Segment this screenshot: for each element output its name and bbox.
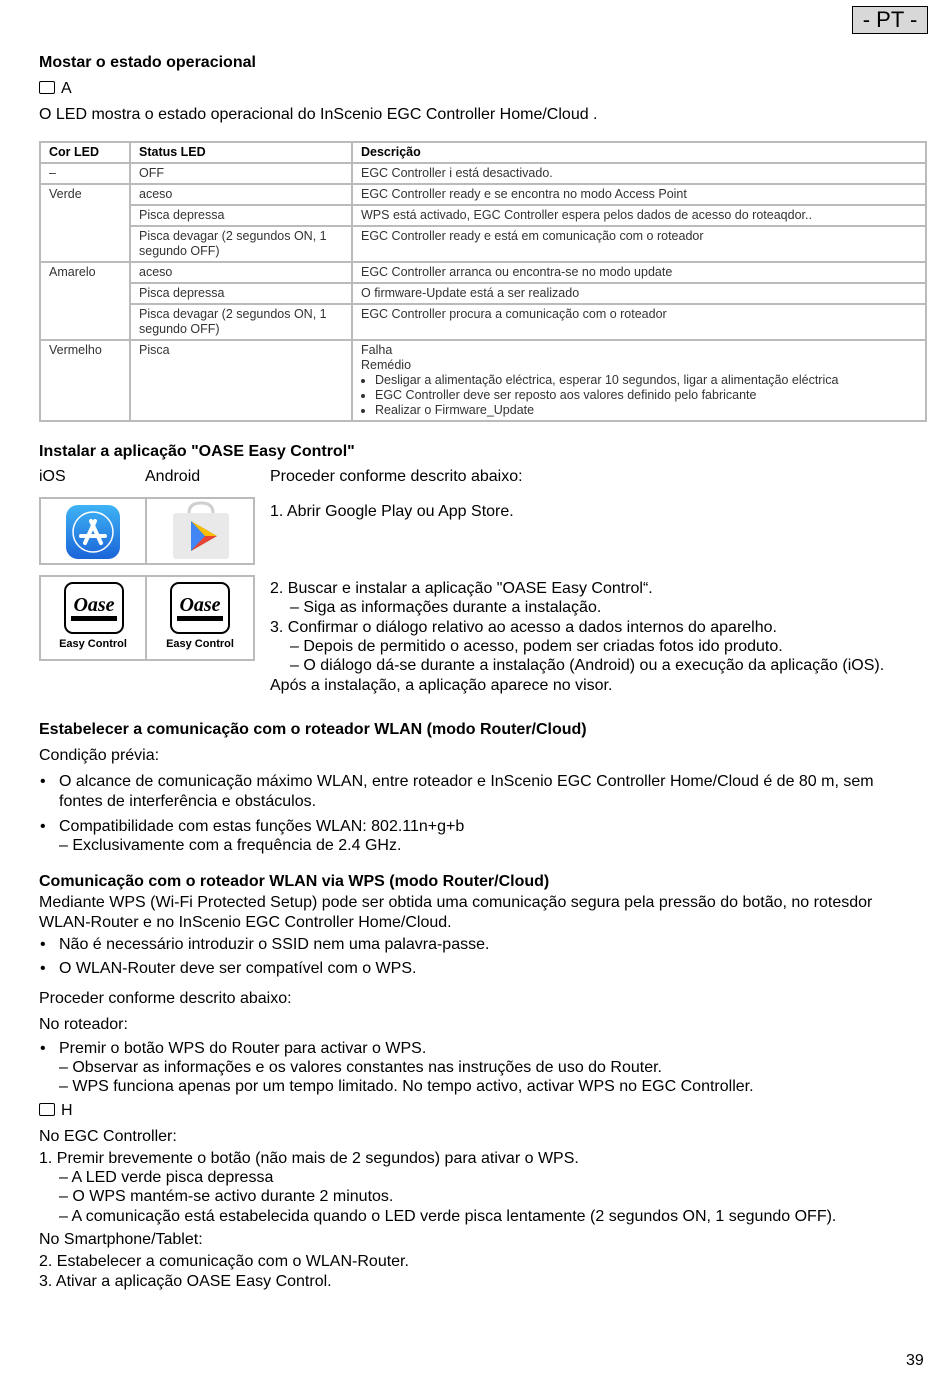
figure-box-icon: [39, 1103, 55, 1116]
app-store-tile: [39, 497, 147, 565]
egc-step-1-sub-c: – A comunicação está estabelecida quando o LED verde pisca lentamente (2 segundos ON, 1 segundo OFF).: [59, 1208, 837, 1225]
list-item: • EGC Controller deve ser reposto aos valores definido pelo fabricante: [375, 388, 917, 403]
svg-text:Oase: Oase: [73, 594, 115, 616]
table-row: [40, 262, 926, 283]
wps-note-compat: O WLAN-Router deve ser compatível com o WPS.: [59, 960, 417, 977]
cell-status: Pisca: [130, 340, 352, 421]
bullet-icon: •: [40, 818, 46, 835]
bullet-icon: •: [40, 773, 46, 790]
cell-description: WPS está activado, EGC Controller espera pelos dados de acesso do roteaqdor..: [352, 205, 926, 226]
table-row: [40, 340, 926, 421]
precondition-label: Condição prévia:: [39, 747, 160, 764]
remedy-label: Remédio: [361, 358, 412, 372]
table-row: [40, 304, 926, 340]
wps-note-ssid: Não é necessário introduzir o SSID nem uma palavra-passe.: [59, 936, 490, 953]
step-3-sub-b: – O diálogo dá-se durante a instalação (Android) ou a execução da aplicação (iOS).: [290, 657, 885, 674]
router-step-sub-a: – Observar as informações e os valores constantes nas instruções de uso do Router.: [59, 1059, 662, 1076]
section-title-wlan-connection: Estabelecer a comunicação com o roteador WLAN (modo Router/Cloud): [39, 721, 587, 738]
google-play-icon: [147, 499, 253, 563]
oase-logo-caption: Easy Control: [166, 638, 234, 650]
precondition-range-line2: fontes de interferência e obstáculos.: [59, 793, 317, 810]
cell-color: Vermelho: [40, 340, 130, 421]
phone-heading: No Smartphone/Tablet:: [39, 1231, 203, 1248]
table-row: [40, 205, 926, 226]
oase-app-tile-ios: [39, 575, 147, 661]
after-install-text: Após a instalação, a aplicação aparece no visor.: [270, 677, 613, 694]
led-status-table: [39, 141, 927, 422]
app-store-icon: [41, 499, 145, 563]
header-led-status: Status LED: [130, 142, 352, 163]
page-number: 39: [906, 1352, 924, 1369]
cell-color: Amarelo: [40, 262, 130, 283]
egc-heading: No EGC Controller:: [39, 1128, 177, 1145]
cell-status: Pisca devagar (2 segundos ON, 1 segundo OFF): [130, 226, 352, 262]
table-header-row: [40, 142, 926, 163]
section-title-operational-state: Mostar o estado operacional: [39, 54, 256, 71]
egc-step-1-sub-b: – O WPS mantém-se activo durante 2 minutos.: [59, 1188, 394, 1205]
cell-status: Pisca devagar (2 segundos ON, 1 segundo OFF): [130, 304, 352, 340]
remedy-list: [361, 373, 917, 418]
bullet-icon: •: [40, 960, 46, 977]
cell-color: [40, 226, 130, 262]
led-intro-text: O LED mostra o estado operacional do InScenio EGC Controller Home/Cloud .: [39, 106, 598, 123]
oase-easy-control-logo-icon: [41, 577, 145, 637]
router-heading: No roteador:: [39, 1016, 128, 1033]
list-item: • Desligar a alimentação eléctrica, esperar 10 segundos, ligar a alimentação eléctrica: [375, 373, 917, 388]
cell-description: EGC Controller procura a comunicação com o roteador: [352, 304, 926, 340]
phone-step-2: 2. Estabelecer a comunicação com o WLAN-Router.: [39, 1253, 409, 1270]
language-badge: - PT -: [852, 6, 928, 34]
header-description: Descrição: [352, 142, 926, 163]
cell-description: EGC Controller i está desactivado.: [352, 163, 926, 184]
table-row: [40, 184, 926, 205]
column-ios: iOS: [39, 468, 66, 485]
cell-description: EGC Controller ready e está em comunicação com o roteador: [352, 226, 926, 262]
cell-description: EGC Controller arranca ou encontra-se no modo update: [352, 262, 926, 283]
cell-description: O firmware-Update está a ser realizado: [352, 283, 926, 304]
table-row: [40, 163, 926, 184]
step-3-sub-a: – Depois de permitido o acesso, podem ser criadas fotos ido produto.: [290, 638, 783, 655]
procedure-intro: Proceder conforme descrito abaixo:: [270, 468, 523, 485]
phone-step-3: 3. Ativar a aplicação OASE Easy Control.: [39, 1273, 332, 1290]
cell-color: [40, 205, 130, 226]
router-step: Premir o botão WPS do Router para activar o WPS.: [59, 1040, 427, 1057]
egc-step-1-sub-a: – A LED verde pisca depressa: [59, 1169, 274, 1186]
step-2-sub: – Siga as informações durante a instalação.: [290, 599, 602, 616]
cell-status: aceso: [130, 184, 352, 205]
wps-intro-line1: Mediante WPS (Wi-Fi Protected Setup) pode ser obtida uma comunicação segura pela pressão do botão, no rotesdor: [39, 894, 873, 911]
table-row: [40, 226, 926, 262]
fault-label: Falha: [361, 343, 393, 357]
svg-text:Oase: Oase: [179, 594, 221, 616]
cell-color: –: [40, 163, 130, 184]
router-step-sub-b: – WPS funciona apenas por um tempo limitado. No tempo activo, activar WPS no EGC Controller.: [59, 1078, 754, 1095]
egc-step-1: 1. Premir brevemente o botão (não mais de 2 segundos) para ativar o WPS.: [39, 1150, 579, 1167]
step-1: 1. Abrir Google Play ou App Store.: [270, 503, 514, 520]
google-play-tile: [145, 497, 255, 565]
figure-reference: A: [39, 80, 72, 98]
step-3: 3. Confirmar o diálogo relativo ao acesso a dados internos do aparelho.: [270, 619, 777, 636]
section-title-install-app: Instalar a aplicação "OASE Easy Control": [39, 443, 355, 460]
figure-reference: H: [39, 1102, 73, 1120]
cell-status: Pisca depressa: [130, 283, 352, 304]
bullet-icon: •: [40, 936, 46, 953]
cell-color: [40, 304, 130, 340]
list-item: • Realizar o Firmware_Update: [375, 403, 917, 418]
oase-easy-control-logo-icon: [147, 577, 253, 637]
cell-color: [40, 283, 130, 304]
step-2: 2. Buscar e instalar a aplicação "OASE Easy Control“.: [270, 580, 653, 597]
oase-app-tile-android: [145, 575, 255, 661]
header-led-color: Cor LED: [40, 142, 130, 163]
figure-box-icon: [39, 81, 55, 94]
cell-status: Pisca depressa: [130, 205, 352, 226]
wps-intro-line2: WLAN-Router e no InScenio EGC Controller Home/Cloud.: [39, 914, 452, 931]
cell-color: Verde: [40, 184, 130, 205]
wps-procedure-intro: Proceder conforme descrito abaixo:: [39, 990, 292, 1007]
table-row: [40, 283, 926, 304]
precondition-frequency: – Exclusivamente com a frequência de 2.4 GHz.: [59, 837, 402, 854]
oase-logo-caption: Easy Control: [59, 638, 127, 650]
cell-status: OFF: [130, 163, 352, 184]
cell-description: EGC Controller ready e se encontra no modo Access Point: [352, 184, 926, 205]
cell-status: aceso: [130, 262, 352, 283]
column-android: Android: [145, 468, 201, 485]
precondition-compat: Compatibilidade com estas funções WLAN: 802.11n+g+b: [59, 818, 465, 835]
precondition-range-line1: O alcance de comunicação máximo WLAN, entre roteador e InScenio EGC Controller Home/Cloud é de 80 m, sem: [59, 773, 874, 790]
section-title-wps: Comunicação com o roteador WLAN via WPS (modo Router/Cloud): [39, 873, 550, 890]
cell-description: [352, 340, 926, 421]
bullet-icon: •: [40, 1040, 46, 1057]
